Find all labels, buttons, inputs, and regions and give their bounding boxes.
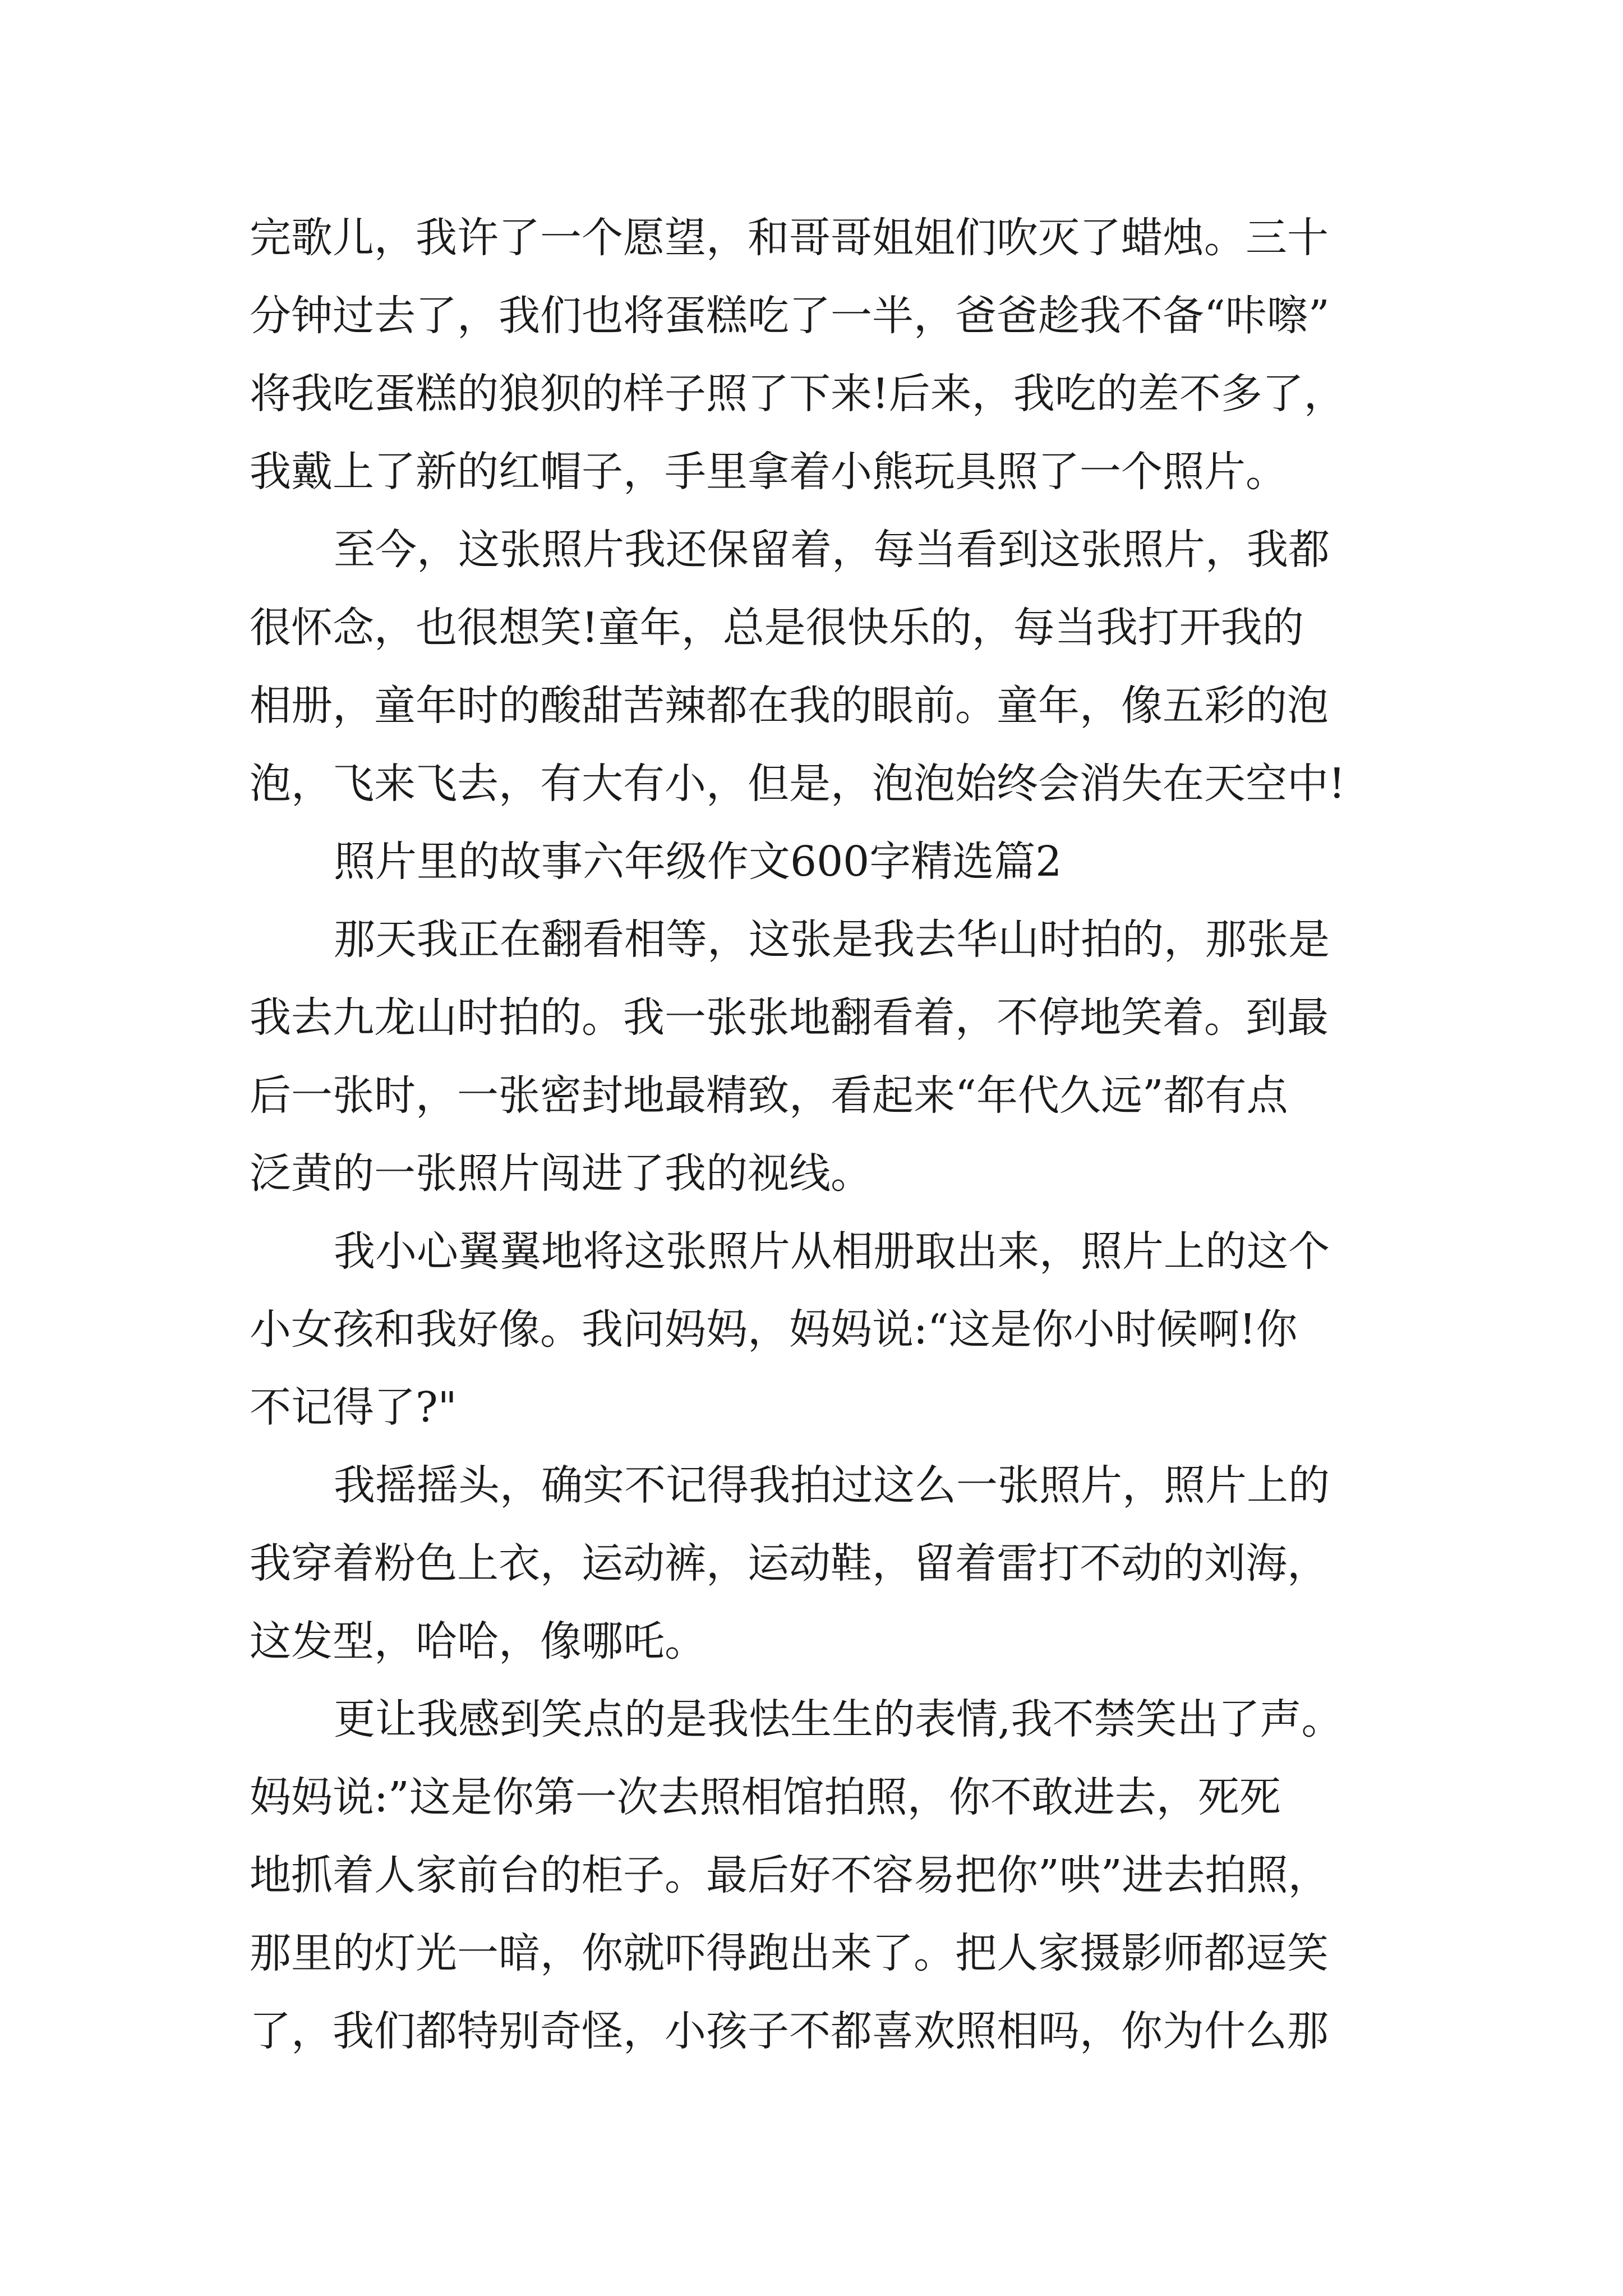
text-line: 不记得了?" <box>250 1383 457 1432</box>
text-line: 那天我正在翻看相等，这张是我去华山时拍的，那张是 <box>334 915 1330 964</box>
text-line: 那里的灯光一暗，你就吓得跑出来了。把人家摄影师都逗笑 <box>250 1929 1329 1977</box>
text-line: 更让我感到笑点的是我怯生生的表情,我不禁笑出了声。 <box>334 1695 1343 1743</box>
text-line: 小女孩和我好像。我问妈妈，妈妈说:“这是你小时候啊!你 <box>250 1305 1298 1354</box>
text-line: 了，我们都特别奇怪，小孩子不都喜欢照相吗，你为什么那 <box>250 2007 1329 2055</box>
text-line: 我穿着粉色上衣，运动裤，运动鞋，留着雷打不动的刘海， <box>250 1539 1329 1588</box>
text-line: 分钟过去了，我们也将蛋糕吃了一半，爸爸趁我不备“咔嚓” <box>250 292 1330 340</box>
text-line: 后一张时，一张密封地最精致，看起来“年代久远”都有点 <box>250 1071 1288 1120</box>
text-line: 泛黄的一张照片闯进了我的视线。 <box>250 1149 872 1198</box>
text-line: 妈妈说:”这是你第一次去照相馆拍照，你不敢进去，死死 <box>250 1773 1281 1821</box>
text-line: 我小心翼翼地将这张照片从相册取出来，照片上的这个 <box>334 1227 1330 1276</box>
text-line: 将我吃蛋糕的狼狈的样子照了下来!后来，我吃的差不多了， <box>250 370 1345 418</box>
text-line: 完歌儿，我许了一个愿望，和哥哥姐姐们吹灭了蜡烛。三十 <box>250 214 1329 262</box>
body-text <box>250 199 1382 2070</box>
text-line: 至今，这张照片我还保留着，每当看到这张照片，我都 <box>334 526 1330 574</box>
text-line: 地抓着人家前台的柜子。最后好不容易把你”哄”进去拍照， <box>250 1851 1330 1899</box>
text-line: 我去九龙山时拍的。我一张张地翻看着，不停地笑着。到最 <box>250 993 1329 1042</box>
text-line: 相册，童年时的酸甜苦辣都在我的眼前。童年，像五彩的泡 <box>250 682 1329 730</box>
text-line: 这发型，哈哈，像哪吒。 <box>250 1617 706 1665</box>
text-line: 很怀念，也很想笑!童年，总是很快乐的，每当我打开我的 <box>250 604 1304 652</box>
text-line: 我戴上了新的红帽子，手里拿着小熊玩具照了一个照片。 <box>250 448 1287 496</box>
text-line: 我摇摇头，确实不记得我拍过这么一张照片，照片上的 <box>334 1461 1330 1510</box>
text-line: 照片里的故事六年级作文600字精选篇2 <box>334 838 1062 886</box>
text-line: 泡，飞来飞去，有大有小，但是，泡泡始终会消失在天空中! <box>250 760 1345 808</box>
